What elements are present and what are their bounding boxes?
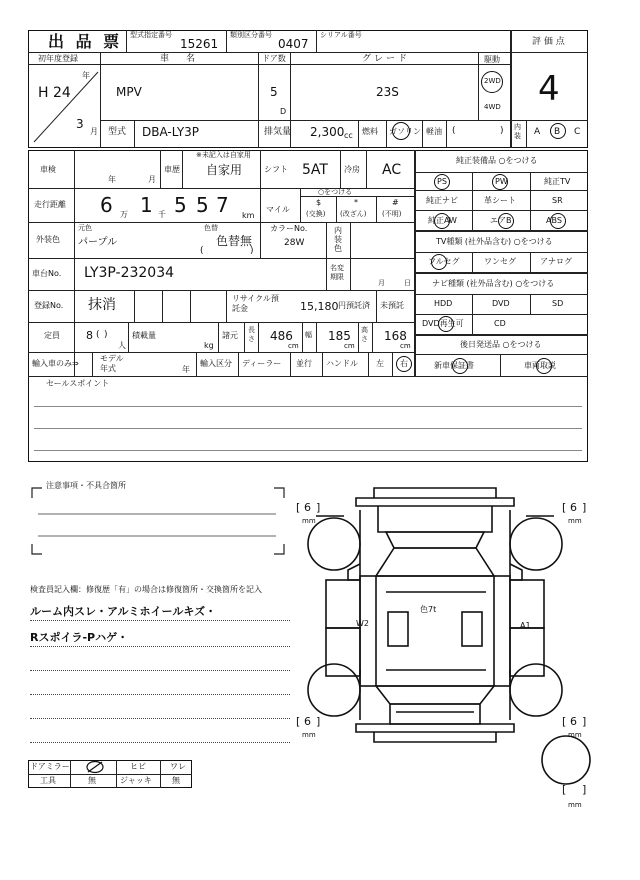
car-name: MPV — [116, 85, 142, 99]
import-label: 輸入車のみ⇒ — [32, 359, 79, 368]
tamper-label: (改ざん) — [340, 210, 367, 218]
shift-label: シフト — [264, 165, 288, 174]
notes-bracket — [26, 481, 290, 558]
history-note: ※未記入は自家用 — [196, 151, 251, 159]
mileage-digit-5: 7 — [216, 193, 229, 217]
type-value: DBA-LY3P — [142, 125, 200, 139]
recycle-not: 未預託 — [380, 301, 404, 310]
door-mirror-label: ドアミラー — [30, 762, 70, 771]
displacement-label: 排気量 — [264, 127, 292, 137]
genuine-tv: 純正TV — [544, 177, 571, 186]
navi-dvd: DVD — [492, 299, 510, 308]
mileage-label: 走行距離 — [34, 200, 66, 209]
month-unit: 月 — [90, 127, 98, 136]
aw-circle — [434, 213, 450, 229]
drive-4wd: 4WD — [484, 103, 501, 111]
first-reg-year: H 24 — [38, 85, 71, 101]
ps-circle — [434, 174, 450, 190]
length-label: 長さ — [248, 326, 255, 343]
diesel-paren-close: ) — [500, 126, 504, 136]
name-change-label: 名変期限 — [330, 264, 344, 281]
fullseg-circle — [431, 254, 447, 270]
length-unit: cm — [288, 342, 299, 350]
tv-type-title: TV種類 (社外品含む) ○をつける — [436, 237, 553, 246]
tire-fl-bracket-open: [ — [296, 501, 301, 514]
tv-oneseg: ワンセグ — [484, 257, 516, 266]
note-line-1: ルーム内スレ・アルミホイールキズ・ — [30, 605, 217, 618]
tire-fl-unit: mm — [302, 517, 316, 525]
unknown-label: (不明) — [382, 210, 402, 218]
load-unit: kg — [204, 341, 214, 350]
mileage-digit-4: 5 — [196, 193, 209, 217]
exchange-label: (交換) — [306, 210, 326, 218]
tire-rl-unit: mm — [302, 731, 316, 739]
note-line-2: Rスポイラ-Pハゲ・ — [30, 631, 129, 644]
genuine-aw: 純正AW — [428, 216, 457, 225]
fuel-label: 燃料 — [362, 127, 378, 136]
later-manual: 車両取説 — [524, 361, 556, 370]
first-reg-month: 3 — [76, 117, 84, 131]
mile-label: マイル — [266, 205, 290, 214]
reg-label: 登録No. — [34, 301, 64, 310]
import-dealer: ディーラー — [242, 359, 282, 368]
abs-circle — [550, 213, 566, 229]
tv-analog: アナログ — [540, 257, 572, 266]
color-no-value: 28W — [284, 238, 305, 248]
jack-label: ジャッキ — [120, 776, 152, 785]
serial-label: シリアル番号 — [320, 31, 362, 39]
history-label: 車歴 — [164, 165, 180, 174]
color-paren-close: ) — [250, 246, 254, 256]
sales-label: セールスポイント — [46, 379, 110, 388]
height-label: 高さ — [361, 326, 368, 343]
capacity-paren-close: ) — [104, 330, 108, 340]
model-cert-no: 15261 — [180, 37, 219, 51]
notes-label: 注意事項・不具合箇所 — [46, 481, 126, 490]
break-label: ワレ — [170, 762, 186, 771]
tire-rr-bracket-open: [ — [562, 715, 567, 728]
interior-a: A — [534, 127, 541, 137]
tire-fr-value: 6 — [570, 501, 577, 514]
handle-right-circle — [396, 356, 412, 372]
drive-2wd: 2WD — [484, 77, 501, 85]
load-label: 積載量 — [132, 331, 156, 340]
recycle-label: リサイクル預託金 — [232, 294, 279, 313]
fuel-value: ガソリン — [389, 127, 421, 136]
mark-color: 色7t — [420, 605, 437, 614]
category-no: 0407 — [278, 37, 309, 51]
genuine-sr: SR — [552, 196, 563, 205]
year-unit: 年 — [82, 71, 90, 80]
genuine-leather: 革シート — [484, 196, 516, 205]
handle-right: 右 — [400, 359, 408, 368]
width-label: 幅 — [305, 331, 312, 339]
capacity-unit: 人 — [118, 341, 126, 350]
genuine-pw: PW — [495, 177, 508, 186]
type-label: 型式 — [108, 127, 127, 137]
height-value: 168 — [384, 329, 407, 343]
door-type: D — [280, 107, 287, 116]
doors-label: ドア数 — [262, 54, 286, 63]
cooler-label: 冷房 — [344, 165, 360, 174]
color-label: 外装色 — [36, 235, 60, 244]
displacement-value: 2,300 — [310, 125, 345, 139]
pw-circle — [492, 174, 508, 190]
interior-label: 内装 — [514, 123, 521, 140]
handle-label: ハンドル — [326, 359, 358, 368]
shift-value: 5AT — [302, 162, 328, 178]
warranty-circle — [452, 358, 468, 374]
chassis-label: 車台No. — [32, 269, 62, 278]
tire-rr-unit: mm — [568, 731, 582, 739]
inspection-month-unit: 月 — [148, 175, 156, 184]
genuine-ps: PS — [437, 177, 447, 186]
cooler-value: AC — [382, 162, 402, 178]
tire-rl-bracket-close: ] — [316, 715, 321, 728]
navi-cd: CD — [494, 319, 506, 328]
drive-label: 駆動 — [484, 55, 500, 64]
width-unit: cm — [344, 342, 355, 350]
fuel-circle — [392, 122, 410, 140]
diesel-label: 軽油 — [426, 127, 442, 136]
grade-value: 23S — [376, 85, 399, 99]
length-value: 486 — [270, 329, 293, 343]
tire-fr-bracket-close: ] — [582, 501, 587, 514]
dvd-play-circle — [438, 316, 454, 332]
interior-c: C — [574, 127, 581, 137]
genuine-airbag: エアB — [490, 216, 512, 225]
inspector-label: 検査員記入欄：修復歴「有」の場合は修復箇所・交換箇所を記入 — [30, 585, 262, 594]
tamper-sym: * — [354, 198, 358, 207]
car-name-label: 車 名 — [160, 54, 200, 64]
form-title: 出 品 票 — [48, 32, 123, 51]
handle-left: 左 — [376, 359, 384, 368]
later-warranty: 新車保証書 — [434, 361, 474, 370]
tire-fr-bracket-open: [ — [562, 501, 567, 514]
category-label: 類別区分番号 — [230, 31, 272, 39]
mileage-unit: km — [242, 211, 255, 220]
doors-value: 5 — [270, 85, 278, 99]
mileage-digit-2: 1 — [140, 193, 153, 217]
history-value: 自家用 — [206, 163, 243, 177]
score-label: 評 価 点 — [532, 37, 565, 47]
recycle-status: 円預託済 — [338, 301, 370, 310]
height-unit: cm — [400, 342, 411, 350]
orig-color-value: パープル — [78, 237, 118, 248]
navi-sd: SD — [552, 299, 564, 308]
interior-color-label: 内装色 — [334, 226, 342, 253]
color-change-label: 色替 — [204, 224, 218, 232]
mark-a1: A1 — [520, 621, 531, 630]
genuine-abs: ABS — [546, 216, 562, 225]
name-change-day: 日 — [404, 279, 411, 287]
color-no-label: カラーNo. — [270, 224, 308, 233]
mileage-man: 万 — [120, 210, 128, 219]
jack-value: 無 — [172, 776, 180, 785]
airbag-circle — [498, 213, 514, 229]
tire-rl-bracket-open: [ — [296, 715, 301, 728]
color-change-value: 色替無 — [216, 234, 253, 248]
crack-label: ヒビ — [130, 762, 146, 771]
displacement-unit: cc — [344, 131, 353, 140]
size-label: 諸元 — [222, 331, 238, 340]
model-year-unit: 年 — [182, 365, 190, 374]
tire-fl-value: 6 — [304, 501, 311, 514]
capacity-value: 8 — [86, 329, 93, 342]
mark-note: ○をつける — [318, 188, 353, 196]
mileage-digit-1: 6 — [100, 193, 113, 217]
later-title: 後日発送品 ○をつける — [460, 340, 542, 349]
tool-value: 無 — [88, 776, 96, 785]
import-cat-label: 輸入区分 — [200, 359, 232, 368]
tool-label: 工具 — [40, 776, 56, 785]
door-mirror-mark-icon — [84, 760, 106, 774]
genuine-navi: 純正ナビ — [426, 196, 458, 205]
width-value: 185 — [328, 329, 351, 343]
capacity-label: 定員 — [44, 331, 60, 340]
tire-rl-value: 6 — [304, 715, 311, 728]
reg-value: 抹消 — [88, 297, 116, 313]
name-change-month: 月 — [378, 279, 385, 287]
color-paren-open: ( — [200, 246, 204, 256]
spare-bracket-open: [ — [562, 783, 567, 796]
interior-b: B — [554, 127, 561, 137]
mileage-digit-3: 5 — [174, 193, 187, 217]
first-reg-label: 初年度登録 — [38, 54, 78, 63]
model-year-label: モデル年式 — [100, 354, 124, 373]
grade-label: グレード — [362, 54, 411, 64]
spare-bracket-close: ] — [582, 783, 587, 796]
tire-rr-bracket-close: ] — [582, 715, 587, 728]
tire-rr-value: 6 — [570, 715, 577, 728]
exchange-sym: $ — [316, 198, 322, 207]
mark-w2: W2 — [356, 619, 369, 628]
model-cert-label: 型式指定番号 — [130, 31, 172, 39]
recycle-amount: 15,180 — [300, 300, 339, 313]
unknown-sym: # — [392, 198, 399, 207]
orig-color-label: 元色 — [78, 224, 92, 232]
navi-hdd: HDD — [434, 299, 453, 308]
tire-fl-bracket-close: ] — [316, 501, 321, 514]
inspection-label: 車検 — [40, 165, 56, 174]
car-diagram — [296, 480, 606, 800]
inspection-year-unit: 年 — [108, 175, 116, 184]
chassis-value: LY3P-232034 — [84, 265, 175, 281]
import-parallel: 並行 — [296, 359, 312, 368]
capacity-paren-open: ( — [96, 330, 100, 340]
manual-circle — [536, 358, 552, 374]
genuine-title: 純正装備品 ○をつける — [456, 156, 538, 165]
spare-unit: mm — [568, 801, 582, 809]
tv-fullseg: フルセグ — [428, 257, 460, 266]
navi-dvd-play: DVD再生可 — [422, 319, 464, 328]
score-value: 4 — [538, 69, 560, 109]
mileage-sen: 千 — [158, 210, 166, 219]
interior-b-circle — [550, 123, 566, 139]
diesel-paren: ( — [452, 126, 456, 136]
navi-type-title: ナビ種類 (社外品含む) ○をつける — [432, 279, 555, 288]
tire-fr-unit: mm — [568, 517, 582, 525]
